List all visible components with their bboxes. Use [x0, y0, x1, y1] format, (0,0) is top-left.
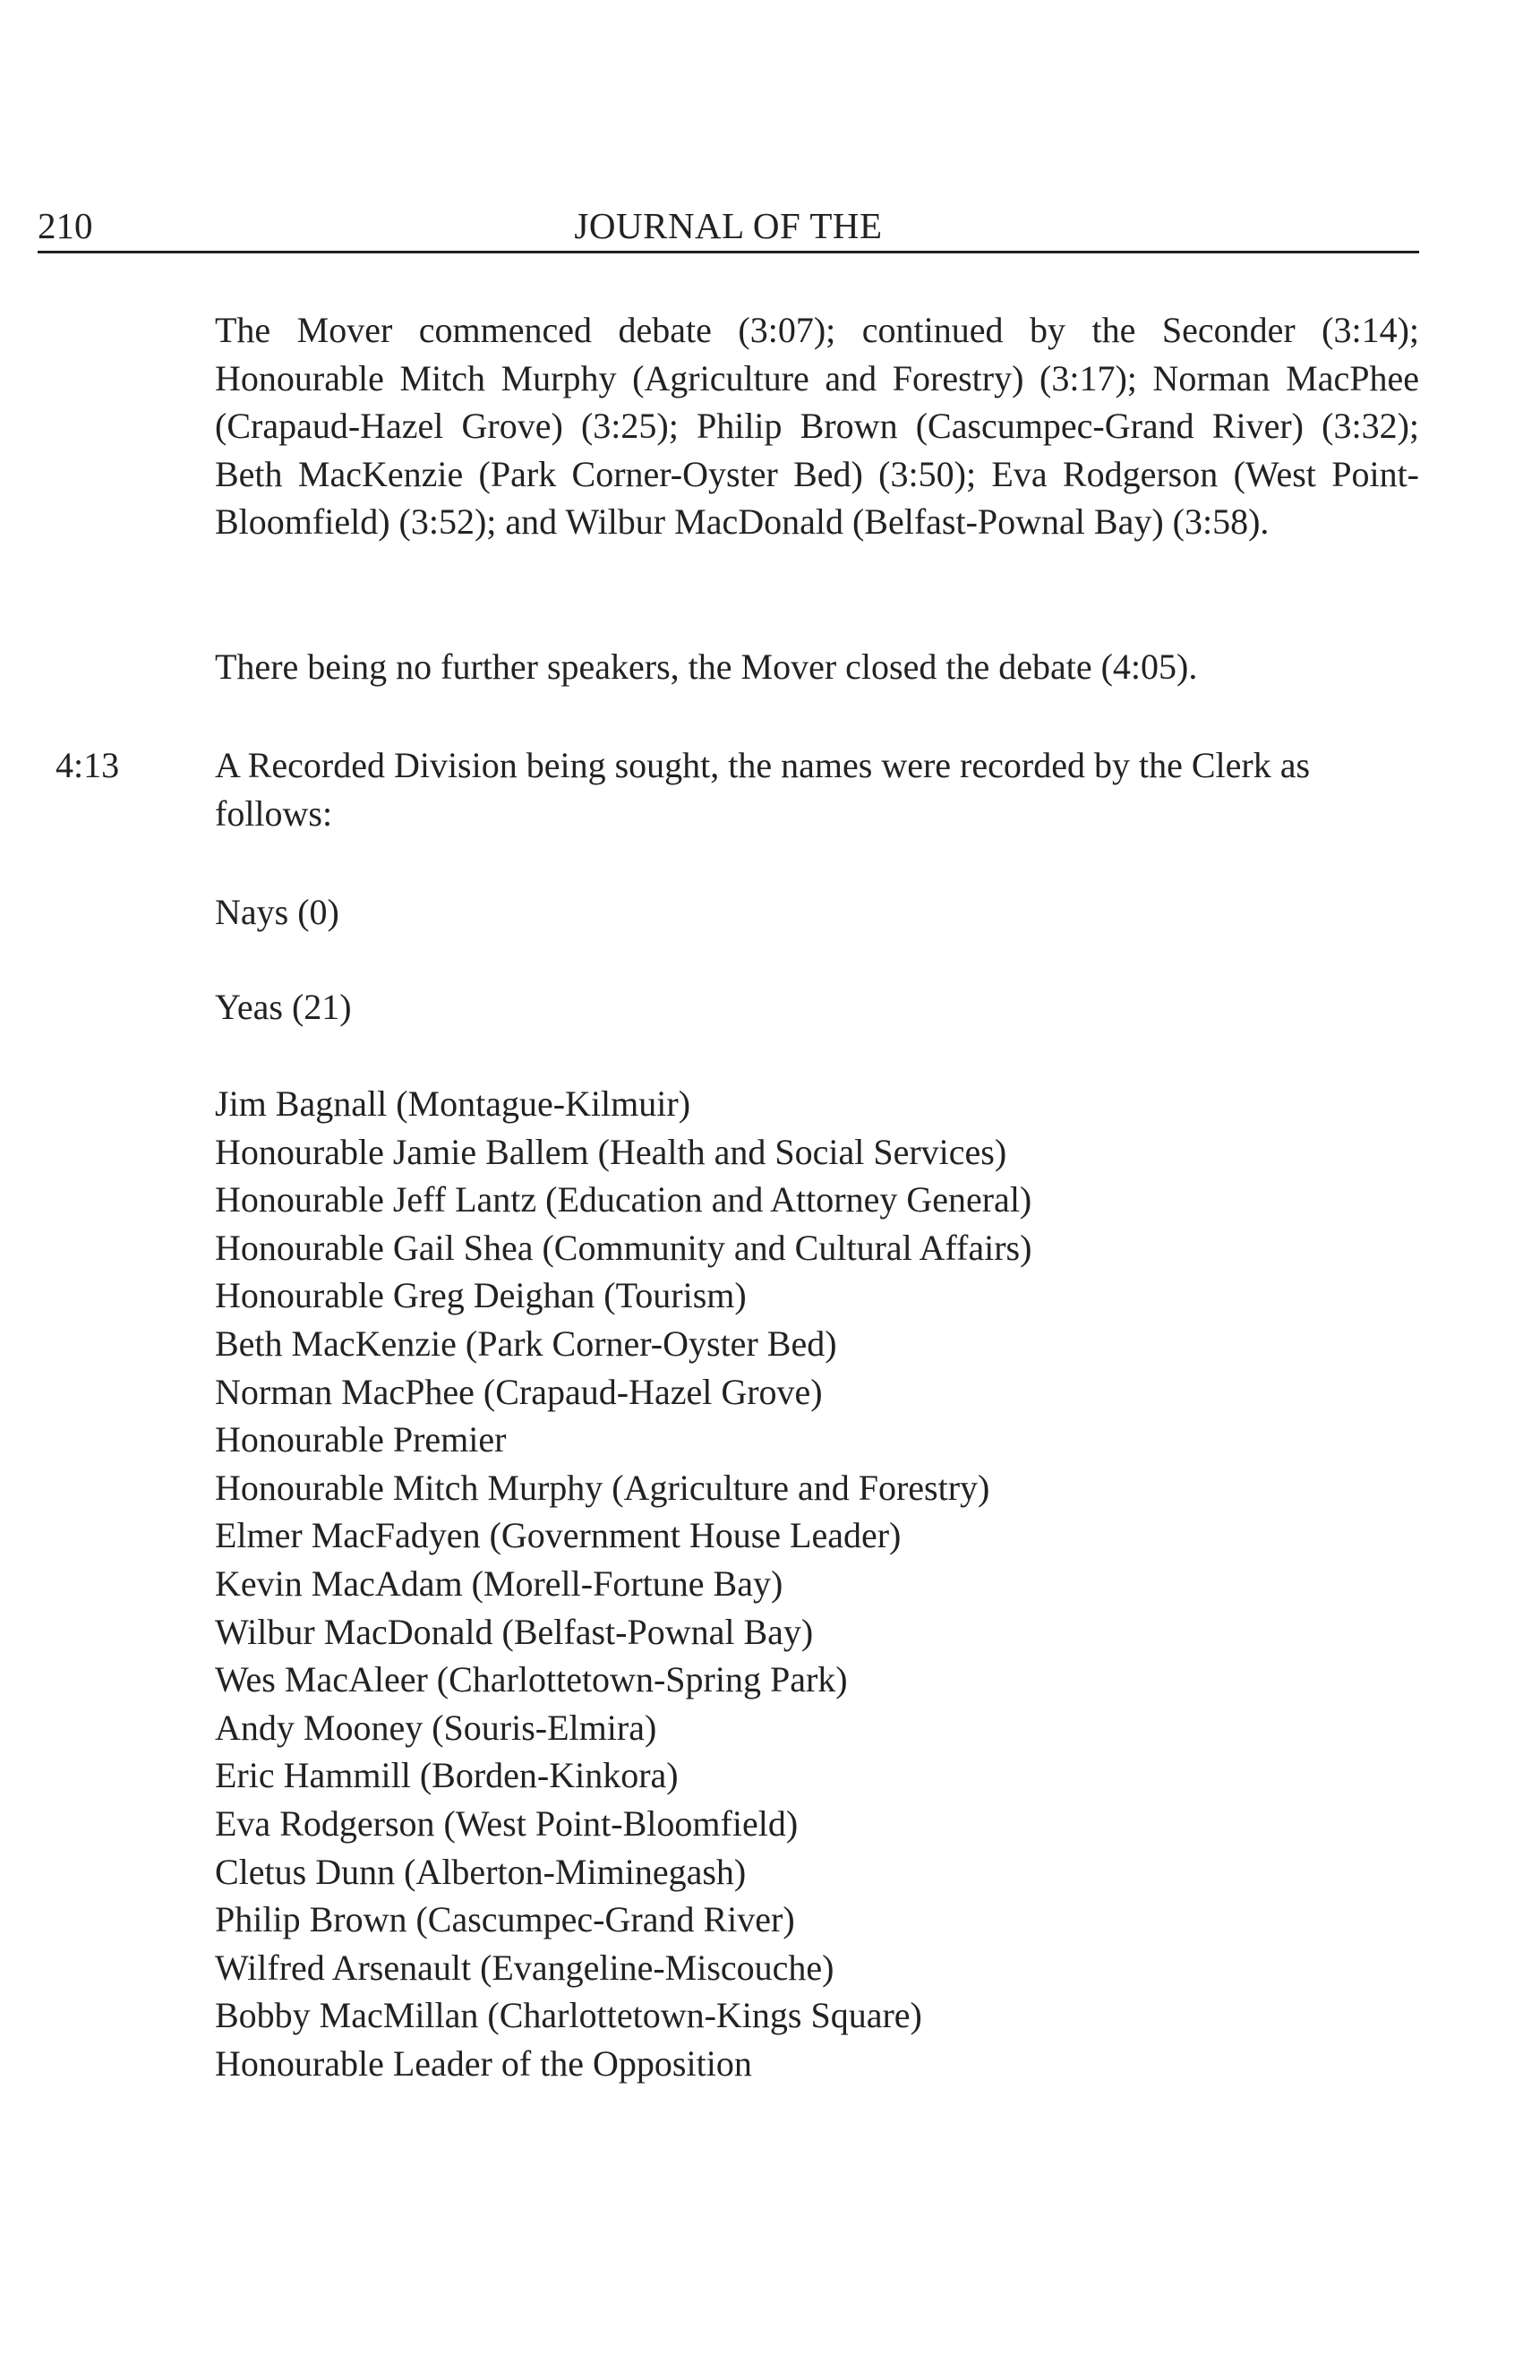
- list-item: Honourable Mitch Murphy (Agriculture and Forestry): [215, 1467, 990, 1508]
- list-item: Honourable Gail Shea (Community and Cultural Affairs): [215, 1227, 1032, 1268]
- list-item: Norman MacPhee (Crapaud-Hazel Grove): [215, 1371, 823, 1412]
- list-item: Beth MacKenzie (Park Corner-Oyster Bed): [215, 1323, 837, 1364]
- yeas-names-list: [215, 1080, 1419, 2087]
- list-item: Kevin MacAdam (Morell-Fortune Bay): [215, 1562, 783, 1604]
- page-header: [38, 199, 1419, 253]
- list-item: Bobby MacMillan (Charlottetown-Kings Square): [215, 1995, 922, 2036]
- list-item: Wes MacAleer (Charlottetown-Spring Park): [215, 1659, 848, 1700]
- list-item: Honourable Leader of the Opposition: [215, 2042, 752, 2084]
- header-rule: [38, 251, 1419, 253]
- list-item: Honourable Jeff Lantz (Education and Attorney General): [215, 1179, 1032, 1220]
- yeas-heading: Yeas (21): [215, 987, 352, 1027]
- closing-paragraph: There being no further speakers, the Mover closed the debate (4:05).: [215, 646, 1198, 687]
- page-number: 210: [38, 205, 93, 246]
- list-item: Honourable Premier: [215, 1419, 507, 1460]
- list-item: Eva Rodgerson (West Point-Bloomfield): [215, 1802, 799, 1844]
- division-time-marker: 4:13: [56, 745, 120, 785]
- list-item: Honourable Jamie Ballem (Health and Social Services): [215, 1131, 1007, 1172]
- list-item: Eric Hammill (Borden-Kinkora): [215, 1755, 679, 1796]
- list-item: Jim Bagnall (Montague-Kilmuir): [215, 1083, 691, 1124]
- running-head: JOURNAL OF THE: [574, 205, 883, 246]
- list-item: Cletus Dunn (Alberton-Miminegash): [215, 1851, 747, 1892]
- list-item: Honourable Greg Deighan (Tourism): [215, 1275, 747, 1316]
- nays-heading: Nays (0): [215, 892, 339, 932]
- list-item: Wilbur MacDonald (Belfast-Pownal Bay): [215, 1611, 814, 1652]
- list-item: Philip Brown (Cascumpec-Grand River): [215, 1899, 795, 1940]
- debate-paragraph: The Mover commenced debate (3:07); continued by the Seconder (3:14); Honourable Mitch Murphy (Agriculture and Forestry) (3:17); Norman MacPhee (Crapaud-Hazel Grove) (3:25); Philip Brown (Cascumpec-Grand River) (3:32); Beth MacKenzie (Park Corner-Oyster Bed) (3:50); Eva Rodgerson (West Point-Bloomfield) (3:52); and Wilbur MacDonald (Belfast-Pownal Bay) (3:58).: [215, 310, 1419, 542]
- division-paragraph: A Recorded Division being sought, the names were recorded by the Clerk as follows:: [215, 745, 1311, 834]
- list-item: Wilfred Arsenault (Evangeline-Miscouche): [215, 1947, 834, 1988]
- list-item: Andy Mooney (Souris-Elmira): [215, 1707, 657, 1748]
- list-item: Elmer MacFadyen (Government House Leader): [215, 1515, 902, 1556]
